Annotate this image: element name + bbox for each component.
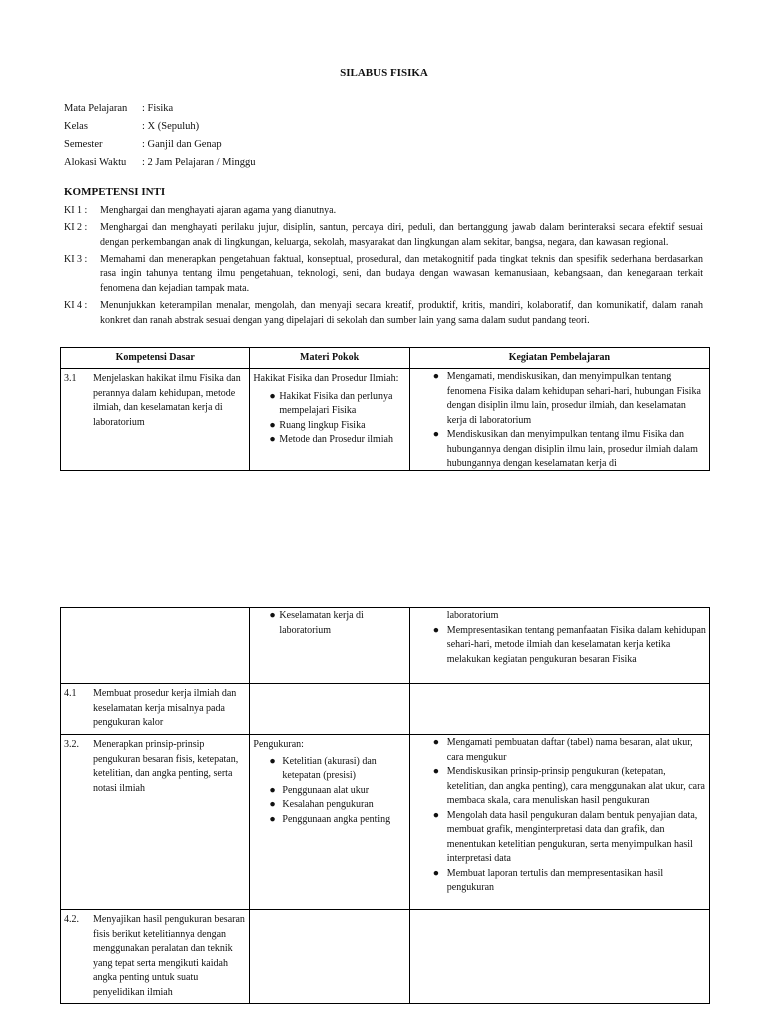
ki-list [64,204,703,331]
list-item: ● Mendiskusikan dan menyimpulkan tentang ilmu Fisika dan hubungannya dengan disiplin ilmu lain, prosedur ilmiah dalam hubungannya dengan keselamatan kerja di [433,428,706,469]
list-item: ● Mengamati pembuatan daftar (tabel) nama besaran, alat ukur, cara mengukur [433,736,706,765]
list-item: ● Kesalahan pengukuran [269,798,405,813]
ki-item [64,253,703,297]
syllabus-table-page2 [60,607,710,1004]
ki-code: KI 4 : [64,300,88,312]
meta-key: Semester [64,139,103,150]
ki-text: Menghargai dan menghayati ajaran agama yang dianutnya. [100,205,337,216]
ki-item [64,299,703,328]
meta-value: : Ganjil dan Genap [142,139,222,150]
kd-text: Menerapkan prinsip-prinsip pengukuran besaran fisis, ketepatan, ketelitian, dan angka penting, serta notasi ilmiah [93,739,239,794]
meta-key: Mata Pelajaran [64,103,128,114]
ki-code: KI 1 : [64,205,88,216]
meta-key: Alokasi Waktu [64,157,127,168]
kd-text: Menjelaskan hakikat ilmu Fisika dan perannya dalam kehidupan, metode ilmiah, dan keselamatan kerja di laboratorium [93,373,241,428]
meta-value: : Fisika [142,103,174,114]
kg-cell [409,684,709,735]
kd-number: 4.1 [64,688,77,699]
ki-text: Menunjukkan keterampilan menalar, mengolah, dan menyaji secara kreatif, produktif, kritis, mandiri, kolaboratif, dan komunikatif, dalam ranah konkret dan ranah abstrak sesuai dengan yang dipelajari di sekolah dan sumber lain yang sama dalam sudut pandang teori. [100,300,703,326]
mp-intro: Pengukuran: [253,739,304,750]
mp-list [253,755,405,828]
kd-cell [61,735,250,910]
kd-text: Menyajikan hasil pengukuran besaran fisis berikut ketelitiannya dengan menggunakan peralatan dan teknik yang tepat serta mengikuti kaidah angka penting untuk suatu penyelidikan ilmiah [93,914,245,998]
meta-row [64,154,255,172]
mp-cell [250,910,409,1004]
table-row [61,684,710,735]
ki-code: KI 3 : [64,253,88,265]
kg-cell [409,735,709,910]
meta-value: : 2 Jam Pelajaran / Minggu [142,157,256,168]
list-item: ● Ruang lingkup Fisika [269,419,405,434]
kd-cell [61,369,250,471]
mp-cell [250,735,409,910]
kg-list [413,370,706,469]
list-item: ● Mengamati, mendiskusikan, dan menyimpulkan tentang fenomena Fisika dalam kehidupan sehari-hari, hubungan Fisika dengan disiplin ilmu lain, prosedur ilmiah, dan keselamatan kerja di laboratorium [433,370,706,428]
ki-text: Memahami dan menerapkan pengetahuan faktual, konseptual, prosedural, dan metakognitif pada tingkat teknis dan spesifik sederhana berdasarkan rasa ingin tahunya tentang ilmu pengetahuan, teknologi, seni, dan budaya dengan wawasan kemanusiaan, kebangsaan, dan kenegaraan terkait fenomena dan kejadian tampak mata. [100,253,703,294]
list-item: ● Mendiskusikan prinsip-prinsip pengukuran (ketepatan, ketelitian, dan angka penting), cara menggunakan alat ukur, cara membaca skala, cara menuliskan hasil pengukuran [433,765,706,809]
meta-row [64,136,255,154]
list-item: ● Metode dan Prosedur ilmiah [269,433,405,448]
list-item: ● Mengolah data hasil pengukuran dalam bentuk penyajian data, membuat grafik, menginterpretasi data dan grafik, dan menentukan ketelitian pengukuran, serta menyimpulkan hasil interpretasi data [433,809,706,867]
list-item: ● Ketelitian (akurasi) dan ketepatan (presisi) [269,755,405,784]
ki-text: Menghargai dan menghayati perilaku jujur, disiplin, santun, percaya diri, peduli, dan bertanggung jawab dalam berinteraksi secara efektif sesuai dengan perkembangan anak di lingkungan, keluarga, sekolah, masyarakat dan lingkungan alam sekitar, bangsa, negara, dan kawasan regional. [100,222,703,248]
meta-row [64,118,255,136]
meta-key: Kelas [64,121,88,132]
header-kegiatan-pembelajaran: Kegiatan Pembelajaran [409,348,709,369]
kg-cell [409,608,709,684]
mp-cell [250,369,409,471]
list-item: ● Penggunaan angka penting [269,813,405,828]
list-item: ● Keselamatan kerja di laboratorium [269,609,405,638]
mp-list [253,609,405,638]
meta-value: : X (Sepuluh) [142,121,200,132]
meta-row [64,100,255,118]
table-row [61,910,710,1004]
list-item: ● Penggunaan alat ukur [269,784,405,799]
list-item: ● Membuat laporan tertulis dan mempresentasikan hasil pengukuran [433,867,706,896]
kd-number: 4.2. [64,914,79,925]
subject-info [64,100,255,172]
kg-cell [409,369,709,471]
list-item: ● Mempresentasikan tentang pemanfaatan Fisika dalam kehidupan sehari-hari, metode ilmiah dan keselamatan kerja ketika melakukan kegiatan pengukuran besaran Fisika [433,624,706,668]
table-row [61,735,710,910]
mp-intro: Hakikat Fisika dan Prosedur Ilmiah: [253,373,399,384]
kg-list [413,624,706,668]
mp-cell [250,684,409,735]
table-header-row [61,348,710,369]
kd-number: 3.1 [64,373,77,384]
kd-number: 3.2. [64,739,79,750]
ki-heading: KOMPETENSI INTI [64,186,166,198]
mp-list [253,390,405,448]
kd-cell [61,910,250,1004]
ki-item [64,221,703,250]
kd-text: Membuat prosedur kerja ilmiah dan keselamatan kerja misalnya pada pengukuran kalor [93,688,237,728]
table-row [61,369,710,471]
ki-code: KI 2 : [64,222,88,234]
kg-cell [409,910,709,1004]
kg-continuation: laboratorium [446,610,499,621]
kd-cell [61,684,250,735]
header-kompetensi-dasar: Kompetensi Dasar [61,348,250,369]
ki-item [64,204,703,219]
table-row [61,608,710,684]
document-title: SILABUS FISIKA [340,67,428,79]
kg-list [413,736,706,896]
header-materi-pokok: Materi Pokok [250,348,409,369]
mp-cell [250,608,409,684]
list-item: ● Hakikat Fisika dan perlunya mempelajari Fisika [269,390,405,419]
syllabus-table-page1 [60,347,710,471]
kd-cell [61,608,250,684]
